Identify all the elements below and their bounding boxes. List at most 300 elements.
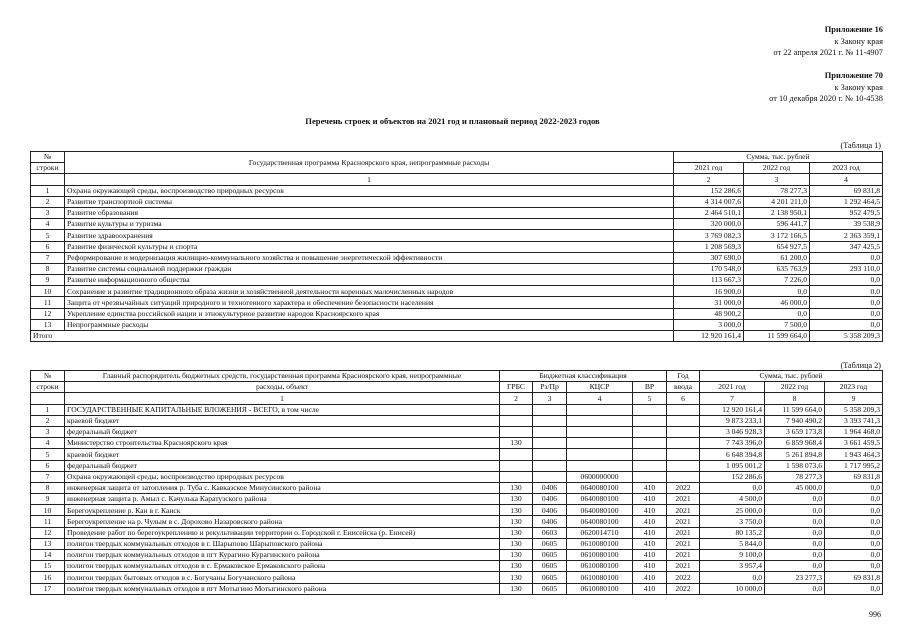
- row-value-2021: 9 873 233,1: [700, 415, 765, 426]
- row-value-2022: 0,0: [744, 286, 810, 297]
- row-year: 2022: [667, 583, 700, 594]
- table1-header-no: №: [31, 152, 65, 163]
- row-vr: 410: [633, 583, 667, 594]
- table2-colnum: 2: [500, 393, 533, 404]
- row-year: [667, 449, 700, 460]
- table2-header-sum: Сумма, тыс. рублей: [700, 371, 883, 382]
- row-year: 2022: [667, 572, 700, 583]
- row-value-2022: 5 261 894,8: [765, 449, 825, 460]
- appendix-line: от 10 декабря 2020 г. № 10-4538: [769, 94, 883, 104]
- row-number: 5: [31, 230, 65, 241]
- row-vr: 410: [633, 516, 667, 527]
- row-rzpr: [533, 449, 567, 460]
- row-name: Сохранение и развитие традиционного образа жизни и хозяйственной деятельности коренных малочисленных народов: [65, 286, 674, 297]
- appendix-line: к Закону края: [834, 36, 883, 46]
- row-vr: 410: [633, 505, 667, 516]
- row-grbs: 130: [500, 538, 533, 549]
- page-number: 996: [869, 610, 881, 619]
- row-value-2021: 16 900,0: [674, 286, 744, 297]
- row-value-2022: 0,0: [765, 505, 825, 516]
- table1-colnum: 1: [65, 174, 674, 185]
- row-year: [667, 460, 700, 471]
- row-value-2023: 0,0: [825, 550, 883, 561]
- row-value-2021: 320 000,0: [674, 219, 744, 230]
- table2-header-year: 2022 год: [765, 382, 825, 393]
- row-year: 2021: [667, 494, 700, 505]
- table-row: [31, 527, 883, 538]
- table1-colnum: 4: [810, 174, 883, 185]
- table2-header-year: Год: [667, 371, 700, 382]
- row-year: 2021: [667, 561, 700, 572]
- row-kcsr: 0610080100: [567, 572, 633, 583]
- row-grbs: [500, 404, 533, 415]
- total-label: Итого: [31, 331, 674, 342]
- table2: [30, 370, 883, 595]
- row-name: федеральный бюджет: [65, 460, 500, 471]
- table-row: [31, 196, 883, 207]
- row-value-2023: 0,0: [810, 308, 883, 319]
- table2-header-grbs: ГРБС: [500, 382, 533, 393]
- table-row: [31, 263, 883, 274]
- row-vr: 410: [633, 561, 667, 572]
- row-value-2021: 3 046 928,3: [700, 426, 765, 437]
- row-value-2023: 0,0: [810, 275, 883, 286]
- row-vr: [633, 460, 667, 471]
- table-row: [31, 482, 883, 493]
- row-value-2023: 69 831,8: [825, 471, 883, 482]
- row-grbs: [500, 471, 533, 482]
- table1-colnum: [31, 174, 65, 185]
- row-vr: [633, 438, 667, 449]
- row-number: 13: [31, 319, 65, 330]
- row-kcsr: 0640080100: [567, 482, 633, 493]
- row-rzpr: 0406: [533, 505, 567, 516]
- row-grbs: 130: [500, 505, 533, 516]
- row-value-2023: 3 393 741,3: [825, 415, 883, 426]
- row-rzpr: 0605: [533, 572, 567, 583]
- row-value-2022: 635 763,9: [744, 263, 810, 274]
- row-number: 12: [31, 308, 65, 319]
- row-value-2021: 152 286,6: [700, 471, 765, 482]
- table-row: [31, 319, 883, 330]
- row-value-2021: 4 314 007,6: [674, 196, 744, 207]
- row-name: федеральный бюджет: [65, 426, 500, 437]
- row-grbs: 130: [500, 482, 533, 493]
- table1-header-row: строки: [31, 163, 65, 174]
- row-value-2021: 80 135,2: [700, 527, 765, 538]
- row-vr: [633, 426, 667, 437]
- table-row: [31, 286, 883, 297]
- header-appendix-16: [773, 24, 883, 59]
- table2-header-main: Главный распорядитель бюджетных средств, государственная программа Красноярского края, непрограммные: [65, 371, 500, 382]
- row-value-2023: 3 661 459,5: [825, 438, 883, 449]
- row-vr: 410: [633, 538, 667, 549]
- row-value-2021: 0,0: [700, 572, 765, 583]
- table-row: [31, 207, 883, 218]
- table2-colnum: 8: [765, 393, 825, 404]
- row-rzpr: [533, 426, 567, 437]
- row-name: Укрепление единства российской нации и этнокультурное развитие народов Красноярского края: [65, 308, 674, 319]
- row-value-2022: 4 201 211,0: [744, 196, 810, 207]
- row-year: 2021: [667, 538, 700, 549]
- row-value-2022: 46 000,0: [744, 297, 810, 308]
- table1-colnum: 3: [744, 174, 810, 185]
- row-grbs: 130: [500, 572, 533, 583]
- row-kcsr: 0610080100: [567, 583, 633, 594]
- row-year: [667, 404, 700, 415]
- table-row: [31, 460, 883, 471]
- row-year: [667, 438, 700, 449]
- table2-colnum: 1: [65, 393, 500, 404]
- row-name: Берегоукрепление на р. Чулым в с. Дорохово Назаровского района: [65, 516, 500, 527]
- row-rzpr: 0605: [533, 550, 567, 561]
- row-value-2021: 5 844,0: [700, 538, 765, 549]
- row-rzpr: 0406: [533, 494, 567, 505]
- row-kcsr: [567, 404, 633, 415]
- row-rzpr: 0406: [533, 482, 567, 493]
- document-title: Перечень строек и объектов на 2021 год и плановый период 2022-2023 годов: [305, 116, 600, 126]
- table-row: [31, 516, 883, 527]
- row-number: 2: [31, 415, 65, 426]
- row-number: 9: [31, 494, 65, 505]
- row-value-2022: 0,0: [765, 538, 825, 549]
- row-value-2022: 0,0: [765, 516, 825, 527]
- row-value-2022: 0,0: [765, 550, 825, 561]
- total-row: [31, 331, 883, 342]
- table-row: [31, 572, 883, 583]
- row-name: Развитие информационного общества: [65, 275, 674, 286]
- row-number: 9: [31, 275, 65, 286]
- row-kcsr: 0640080100: [567, 505, 633, 516]
- row-name: Развитие здравоохранения: [65, 230, 674, 241]
- appendix-title: Приложение 16: [824, 25, 883, 34]
- row-vr: [633, 415, 667, 426]
- row-name: полигон твердых бытовых отходов в с. Богучаны Богучанского района: [65, 572, 500, 583]
- row-value-2023: 1 943 464,3: [825, 449, 883, 460]
- row-number: 14: [31, 550, 65, 561]
- row-kcsr: 0620014710: [567, 527, 633, 538]
- row-value-2022: 61 200,0: [744, 252, 810, 263]
- row-value-2022: 3 659 173,8: [765, 426, 825, 437]
- row-value-2021: 0,0: [700, 482, 765, 493]
- row-year: 2021: [667, 505, 700, 516]
- row-rzpr: 0605: [533, 561, 567, 572]
- row-value-2021: 10 000,0: [700, 583, 765, 594]
- row-name: Проведение работ по берегоукреплению и рекультивации территории о. Городской г. Енисейска (р. Енисей): [65, 527, 500, 538]
- row-grbs: [500, 460, 533, 471]
- row-rzpr: [533, 438, 567, 449]
- row-value-2021: 7 743 396,0: [700, 438, 765, 449]
- row-name: инженерная защита р. Амыл с. Качулька Каратузского района: [65, 494, 500, 505]
- row-name: Развитие транспортной системы: [65, 196, 674, 207]
- row-rzpr: [533, 404, 567, 415]
- row-name: Охрана окружающей среды, воспроизводство природных ресурсов: [65, 185, 674, 196]
- row-value-2022: 3 172 166,5: [744, 230, 810, 241]
- row-value-2023: 1 292 464,5: [810, 196, 883, 207]
- row-name: Развитие физической культуры и спорта: [65, 241, 674, 252]
- row-value-2021: 3 769 082,3: [674, 230, 744, 241]
- table1-header-year: 2021 год: [674, 163, 744, 174]
- row-value-2021: 9 100,0: [700, 550, 765, 561]
- row-grbs: 130: [500, 561, 533, 572]
- row-vr: [633, 404, 667, 415]
- row-name: полигон твердых коммунальных отходов в пгт Мотыгино Мотыгинского района: [65, 583, 500, 594]
- row-number: 3: [31, 426, 65, 437]
- table-row: [31, 241, 883, 252]
- row-name: полигон твердых коммунальных отходов в г. Шарыпово Шарыповского района: [65, 538, 500, 549]
- total-value-2021: 12 920 161,4: [674, 331, 744, 342]
- header-appendix-70: [769, 70, 883, 105]
- row-value-2022: 654 927,5: [744, 241, 810, 252]
- table-row: [31, 583, 883, 594]
- row-value-2021: 4 500,0: [700, 494, 765, 505]
- row-kcsr: [567, 415, 633, 426]
- row-grbs: [500, 449, 533, 460]
- row-value-2023: 39 538,9: [810, 219, 883, 230]
- row-value-2022: 78 277,3: [765, 471, 825, 482]
- row-kcsr: 0640080100: [567, 494, 633, 505]
- row-year: [667, 415, 700, 426]
- row-name: краевой бюджет: [65, 449, 500, 460]
- row-value-2022: 2 138 950,1: [744, 207, 810, 218]
- row-vr: 410: [633, 527, 667, 538]
- row-number: 1: [31, 404, 65, 415]
- row-value-2022: 1 598 073,6: [765, 460, 825, 471]
- table-row: [31, 219, 883, 230]
- row-value-2022: 78 277,3: [744, 185, 810, 196]
- table-row: [31, 275, 883, 286]
- table-row: [31, 185, 883, 196]
- row-kcsr: [567, 438, 633, 449]
- row-value-2023: 0,0: [810, 319, 883, 330]
- row-name: Берегоукрепление р. Кан в г. Канск: [65, 505, 500, 516]
- row-value-2023: 347 425,5: [810, 241, 883, 252]
- row-rzpr: 0605: [533, 538, 567, 549]
- row-value-2023: 2 363 359,1: [810, 230, 883, 241]
- row-value-2022: 23 277,3: [765, 572, 825, 583]
- row-value-2021: 6 648 394,8: [700, 449, 765, 460]
- row-value-2023: 952 479,5: [810, 207, 883, 218]
- row-value-2022: 6 859 968,4: [765, 438, 825, 449]
- table2-colnum: 4: [567, 393, 633, 404]
- row-value-2021: 25 000,0: [700, 505, 765, 516]
- row-kcsr: 0610080100: [567, 550, 633, 561]
- row-value-2023: 293 110,0: [810, 263, 883, 274]
- row-number: 17: [31, 583, 65, 594]
- row-number: 10: [31, 505, 65, 516]
- table-row: [31, 252, 883, 263]
- row-number: 6: [31, 241, 65, 252]
- table-row: [31, 561, 883, 572]
- row-name: Защита от чрезвычайных ситуаций природного и техногенного характера и обеспечение безопасности населения: [65, 297, 674, 308]
- table2-header-row: строки: [31, 382, 65, 393]
- row-number: 2: [31, 196, 65, 207]
- row-name: ГОСУДАРСТВЕННЫЕ КАПИТАЛЬНЫЕ ВЛОЖЕНИЯ - ВСЕГО, в том числе: [65, 404, 500, 415]
- row-rzpr: [533, 415, 567, 426]
- appendix-line: к Закону края: [834, 82, 883, 92]
- row-value-2021: 3 750,0: [700, 516, 765, 527]
- row-number: 7: [31, 471, 65, 482]
- row-number: 12: [31, 527, 65, 538]
- row-number: 5: [31, 449, 65, 460]
- table-row: [31, 505, 883, 516]
- table2-colnum: 7: [700, 393, 765, 404]
- row-kcsr: [567, 460, 633, 471]
- row-kcsr: 0610080100: [567, 561, 633, 572]
- row-name: Развитие системы социальной поддержки граждан: [65, 263, 674, 274]
- row-kcsr: [567, 426, 633, 437]
- table2-colnum: 9: [825, 393, 883, 404]
- table-row: [31, 404, 883, 415]
- row-grbs: 130: [500, 494, 533, 505]
- row-name: Развитие культуры и туризма: [65, 219, 674, 230]
- row-value-2022: 45 000,0: [765, 482, 825, 493]
- row-grbs: 130: [500, 527, 533, 538]
- total-value-2022: 11 599 664,0: [744, 331, 810, 342]
- row-name: Реформирование и модернизация жилищно-коммунального хозяйства и повышение энергетической эффективности: [65, 252, 674, 263]
- table2-header-year: 2023 год: [825, 382, 883, 393]
- row-value-2021: 3 957,4: [700, 561, 765, 572]
- table2-header-year-2: ввода: [667, 382, 700, 393]
- row-value-2021: 113 667,3: [674, 275, 744, 286]
- row-value-2023: 69 831,8: [825, 572, 883, 583]
- row-name: краевой бюджет: [65, 415, 500, 426]
- row-kcsr: 0600000000: [567, 471, 633, 482]
- table2-colnum: [31, 393, 65, 404]
- row-number: 8: [31, 482, 65, 493]
- row-grbs: 130: [500, 516, 533, 527]
- table2-header-budget: Бюджетная классификация: [500, 371, 667, 382]
- table-row: [31, 538, 883, 549]
- row-number: 11: [31, 297, 65, 308]
- table2-header-rzpr: Рз/Пр: [533, 382, 567, 393]
- row-rzpr: 0605: [533, 583, 567, 594]
- row-value-2023: 0,0: [825, 494, 883, 505]
- row-value-2023: 0,0: [825, 561, 883, 572]
- row-value-2022: 0,0: [744, 308, 810, 319]
- row-value-2022: 11 599 664,0: [765, 404, 825, 415]
- table2-note: (Таблица 2): [840, 361, 881, 370]
- row-value-2021: 307 690,0: [674, 252, 744, 263]
- row-grbs: 130: [500, 438, 533, 449]
- table-row: [31, 230, 883, 241]
- table2-colnum: 6: [667, 393, 700, 404]
- row-value-2022: 0,0: [765, 561, 825, 572]
- table1-header-sum: Сумма, тыс. рублей: [674, 152, 883, 163]
- row-value-2023: 1 964 468,0: [825, 426, 883, 437]
- row-number: 6: [31, 460, 65, 471]
- row-number: 4: [31, 219, 65, 230]
- row-value-2021: 48 900,2: [674, 308, 744, 319]
- table2-header-no: №: [31, 371, 65, 382]
- table2-header-year: 2021 год: [700, 382, 765, 393]
- table2-colnum: 3: [533, 393, 567, 404]
- table1-note: (Таблица 1): [840, 141, 881, 150]
- appendix-line: от 22 апреля 2021 г. № 11-4907: [773, 48, 883, 58]
- row-grbs: [500, 426, 533, 437]
- row-value-2022: 7 500,0: [744, 319, 810, 330]
- appendix-title: Приложение 70: [824, 71, 883, 80]
- row-value-2021: 1 208 569,3: [674, 241, 744, 252]
- row-grbs: 130: [500, 550, 533, 561]
- row-value-2023: 0,0: [810, 252, 883, 263]
- row-value-2023: 0,0: [825, 583, 883, 594]
- row-value-2022: 0,0: [765, 494, 825, 505]
- row-name: Развитие образования: [65, 207, 674, 218]
- table-row: [31, 449, 883, 460]
- table-row: [31, 550, 883, 561]
- row-year: [667, 471, 700, 482]
- row-value-2022: 0,0: [765, 583, 825, 594]
- row-number: 4: [31, 438, 65, 449]
- row-grbs: 130: [500, 583, 533, 594]
- row-rzpr: 0603: [533, 527, 567, 538]
- row-name: полигон твердых коммунальных отходов в с. Ермаковское Ермаковского района: [65, 561, 500, 572]
- row-value-2023: 1 717 995,2: [825, 460, 883, 471]
- row-value-2023: 0,0: [825, 516, 883, 527]
- table-row: [31, 438, 883, 449]
- row-grbs: [500, 415, 533, 426]
- row-vr: 410: [633, 482, 667, 493]
- table-row: [31, 297, 883, 308]
- row-vr: 410: [633, 572, 667, 583]
- row-value-2023: 0,0: [825, 538, 883, 549]
- row-value-2022: 596 441,7: [744, 219, 810, 230]
- row-number: 13: [31, 538, 65, 549]
- row-year: 2021: [667, 516, 700, 527]
- row-name: полигон твердых коммунальных отходов в пгт Курагино Курагинского района: [65, 550, 500, 561]
- row-value-2022: 0,0: [765, 527, 825, 538]
- table2-header-vr: ВР: [633, 382, 667, 393]
- row-vr: 410: [633, 550, 667, 561]
- row-vr: [633, 471, 667, 482]
- row-rzpr: 0406: [533, 516, 567, 527]
- row-value-2023: 0,0: [810, 297, 883, 308]
- row-number: 11: [31, 516, 65, 527]
- row-value-2021: 12 920 161,4: [700, 404, 765, 415]
- row-value-2023: 0,0: [825, 482, 883, 493]
- row-value-2021: 2 464 510,1: [674, 207, 744, 218]
- row-year: [667, 426, 700, 437]
- row-vr: 410: [633, 494, 667, 505]
- table-row: [31, 471, 883, 482]
- table1-header-year: 2022 год: [744, 163, 810, 174]
- table-row: [31, 494, 883, 505]
- row-kcsr: [567, 449, 633, 460]
- row-name: инженерная защита от затопления р. Туба с. Кавказское Минусинского района: [65, 482, 500, 493]
- row-kcsr: 0640080100: [567, 516, 633, 527]
- row-year: 2022: [667, 482, 700, 493]
- table1-header-year: 2023 год: [810, 163, 883, 174]
- row-rzpr: [533, 460, 567, 471]
- row-number: 8: [31, 263, 65, 274]
- row-number: 3: [31, 207, 65, 218]
- row-year: 2021: [667, 527, 700, 538]
- row-kcsr: 0610080100: [567, 538, 633, 549]
- table1-header-program: Государственная программа Красноярского края, непрограммные расходы: [65, 152, 674, 174]
- row-year: 2021: [667, 550, 700, 561]
- table-row: [31, 415, 883, 426]
- row-value-2023: 0,0: [825, 527, 883, 538]
- row-number: 16: [31, 572, 65, 583]
- row-number: 1: [31, 185, 65, 196]
- row-value-2021: 3 000,0: [674, 319, 744, 330]
- total-value-2023: 5 358 209,3: [810, 331, 883, 342]
- row-value-2023: 5 358 209,3: [825, 404, 883, 415]
- row-value-2022: 7 940 490,2: [765, 415, 825, 426]
- row-number: 7: [31, 252, 65, 263]
- table2-colnum: 5: [633, 393, 667, 404]
